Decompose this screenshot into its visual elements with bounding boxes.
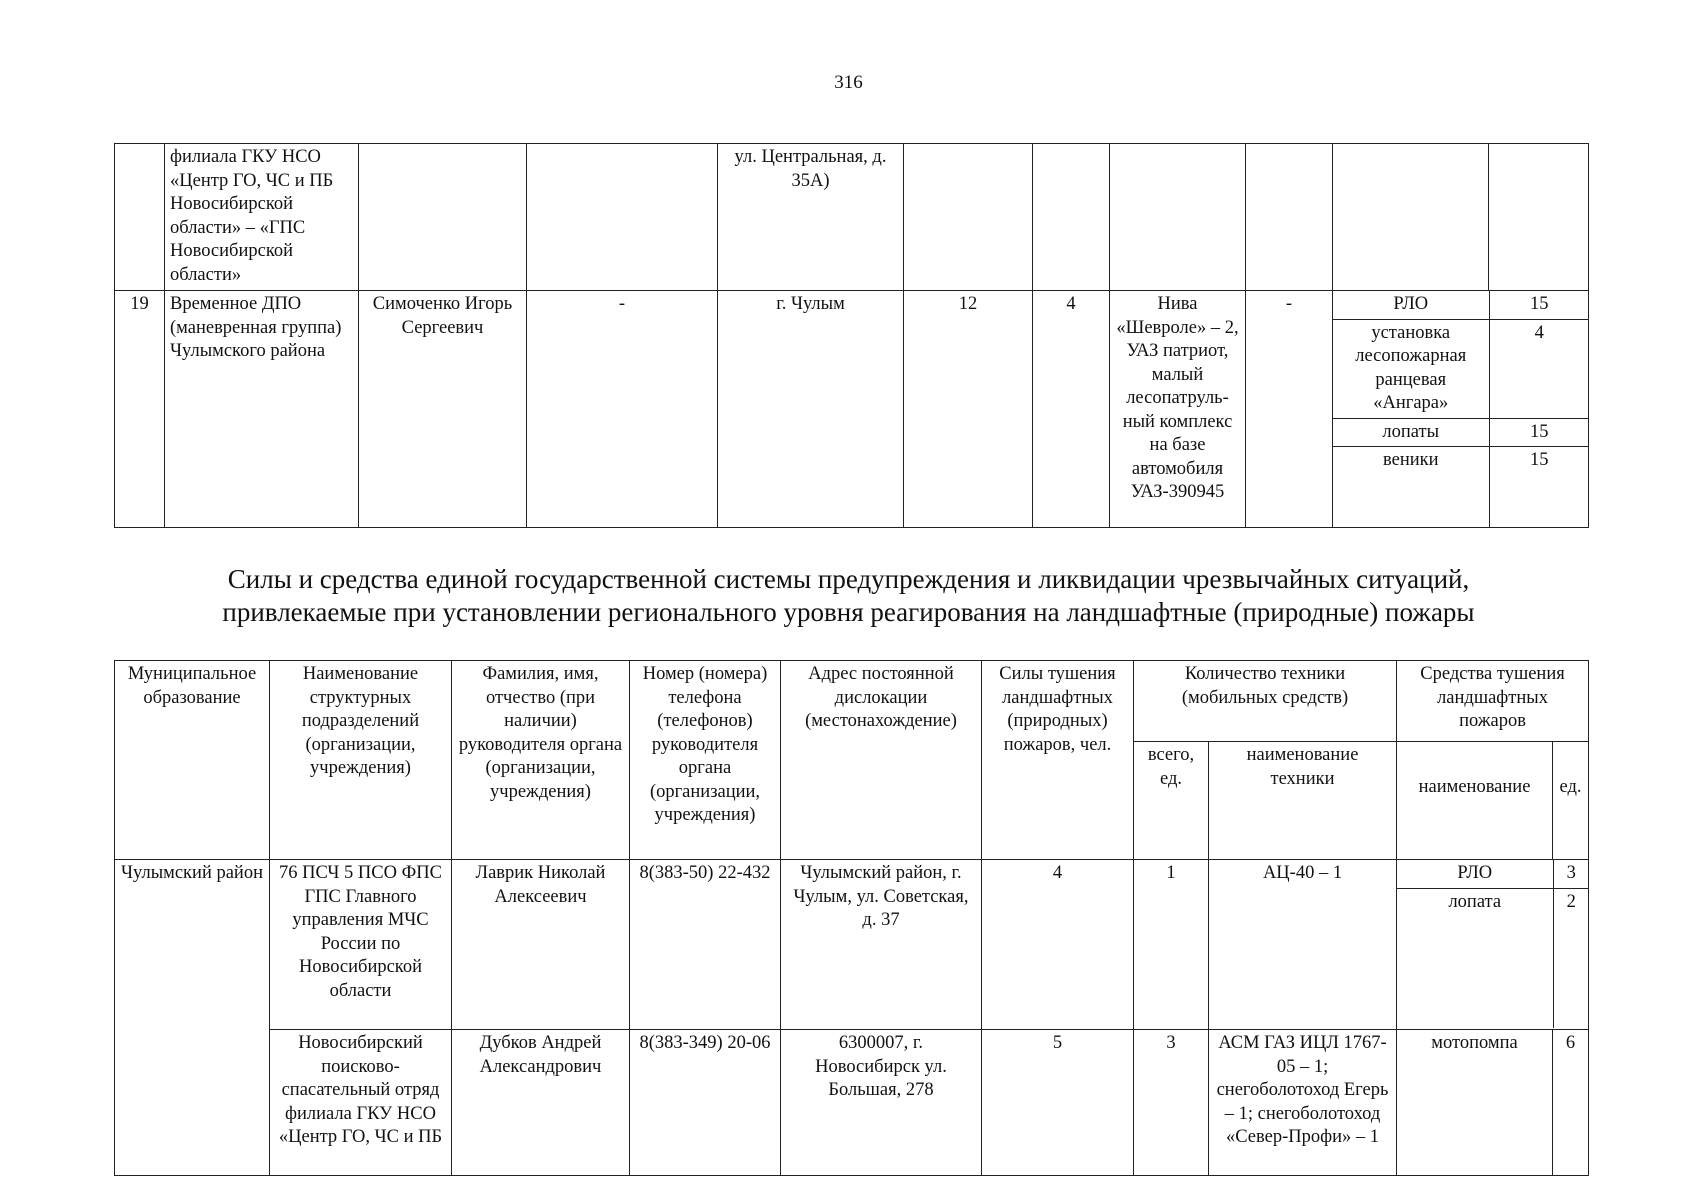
header-municipality: Муниципальное образование: [115, 661, 270, 860]
tool-qty: 15: [1489, 418, 1589, 447]
table-row: [115, 860, 1589, 1030]
section-title-line: привлекаемые при установлении регионального уровня реагирования на ландшафтные (природные) пожары: [222, 597, 1475, 627]
unit-name: 76 ПСЧ 5 ПСО ФПС ГПС Главного управления МЧС России по Новосибирской области: [270, 860, 452, 1030]
header-row: [115, 661, 1589, 742]
unit-name: Новосибирский поисково-спасательный отряд филиала ГКУ НСО «Центр ГО, ЧС и ПБ: [270, 1030, 452, 1176]
list-item: [1333, 418, 1589, 447]
means-name: РЛО: [1397, 860, 1553, 888]
vehicles-name: АЦ-40 – 1: [1209, 860, 1397, 1030]
means-list: [1397, 860, 1589, 1028]
forces-table: [114, 660, 1589, 1176]
tool-name: установка лесопожарная ранцевая «Ангара»: [1333, 319, 1489, 418]
tool-qty: 15: [1530, 450, 1549, 470]
list-item: [1333, 447, 1589, 527]
unit-name: Временное ДПО (маневренная группа) Чулымского района: [165, 291, 359, 528]
forces-count: 5: [982, 1030, 1134, 1176]
forces-count: 12: [904, 291, 1033, 528]
row-number: [115, 144, 165, 291]
vehicles-names: Нива «Шевроле» – 2, УАЗ патриот, малый лесопатруль-ный комплекс на базе автомобиля УАЗ-390945: [1110, 291, 1246, 528]
top-table: [114, 143, 1589, 528]
forces-count: 4: [982, 860, 1134, 1030]
table-row: [115, 291, 1589, 528]
tools-cell: [1333, 291, 1589, 528]
means-cell: [1397, 860, 1589, 1030]
header-vehicles-total: всего, ед.: [1134, 742, 1209, 860]
vehicles-total: 1: [1134, 860, 1209, 1030]
address: 6300007, г. Новосибирск ул. Большая, 278: [781, 1030, 982, 1176]
list-item: [1397, 860, 1589, 888]
header-forces: Силы тушения ландшафтных (природных) пожаров, чел.: [982, 661, 1134, 860]
header-means-unit: ед.: [1553, 742, 1589, 860]
address: Чулымский район, г. Чулым, ул. Советская, д. 37: [781, 860, 982, 1030]
address: г. Чулым: [718, 291, 904, 528]
header-phone: Номер (номера) телефона (телефонов) руководителя органа (организации, учреждения): [630, 661, 781, 860]
means-qty: 6: [1553, 1030, 1589, 1176]
header-means-name: наименование: [1397, 742, 1553, 860]
phone: 8(383-50) 22-432: [630, 860, 781, 1030]
list-item: [1333, 291, 1589, 319]
list-item: [1397, 888, 1589, 1028]
tool-name: веники: [1333, 447, 1489, 527]
means-qty: 2: [1566, 891, 1576, 912]
head-name: Дубков Андрей Александрович: [452, 1030, 630, 1176]
means-qty: 3: [1553, 860, 1589, 888]
phone: 8(383-349) 20-06: [630, 1030, 781, 1176]
means-name: мотопомпа: [1397, 1030, 1553, 1176]
phone: -: [527, 291, 718, 528]
header-vehicles-name: наименование техники: [1209, 742, 1397, 860]
header-unit: Наименование структурных подразделений (организации, учреждения): [270, 661, 452, 860]
unit-name: филиала ГКУ НСО «Центр ГО, ЧС и ПБ Новосибирской области» – «ГПС Новосибирской области»: [165, 144, 359, 291]
row-number: 19: [115, 291, 165, 528]
section-title: [0, 563, 1697, 629]
vehicles-count: 4: [1033, 291, 1110, 528]
table-row: [115, 1030, 1589, 1176]
head-name: Симоченко Игорь Сергеевич: [359, 291, 527, 528]
extra-value: -: [1246, 291, 1333, 528]
vehicles-total: 3: [1134, 1030, 1209, 1176]
header-means-group: Средства тушения ландшафтных пожаров: [1397, 661, 1589, 742]
section-title-line: Силы и средства единой государственной системы предупреждения и ликвидации чрезвычайных ситуаций,: [227, 564, 1470, 594]
head-name: Лаврик Николай Алексеевич: [452, 860, 630, 1030]
list-item: [1333, 319, 1589, 418]
tool-qty: 4: [1489, 319, 1589, 418]
municipality: Чулымский район: [115, 860, 270, 1176]
page-number: 316: [834, 72, 863, 93]
tool-name: лопаты: [1333, 418, 1489, 447]
tools-list: [1333, 291, 1589, 527]
header-head-name: Фамилия, имя, отчество (при наличии) руководителя органа (организации, учреждения): [452, 661, 630, 860]
table-row: [115, 144, 1589, 291]
tool-qty: 15: [1489, 291, 1589, 319]
header-vehicles-group: Количество техники (мобильных средств): [1134, 661, 1397, 742]
address: ул. Центральная, д. 35А): [718, 144, 904, 291]
means-name: лопата: [1397, 888, 1553, 1028]
tool-name: РЛО: [1333, 291, 1489, 319]
header-address: Адрес постоянной дислокации (местонахождение): [781, 661, 982, 860]
vehicles-name: АСМ ГАЗ ИЦЛ 1767-05 – 1; снегоболотоход Егерь – 1; снегоболотоход «Север-Профи» – 1: [1209, 1030, 1397, 1176]
